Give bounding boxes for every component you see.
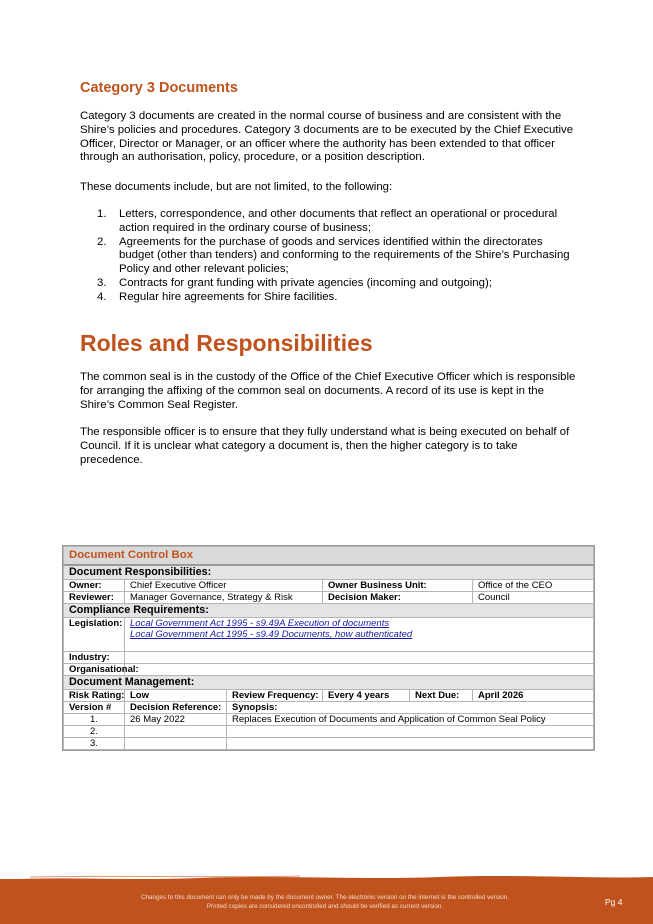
category-3-paragraph: Category 3 documents are created in the normal course of business and are consistent with the Shire’s policies and procedures. Category 3 documents are to be executed by the Chief Executive Officer, Director or Manager, or an officer where the authority has been extended to that officer through an authorisation, policy, procedure, or a position description. <box>80 110 574 164</box>
owner-label: Owner: <box>64 580 125 592</box>
version-row: 2. <box>64 726 594 738</box>
owner-unit-label: Owner Business Unit: <box>323 580 473 592</box>
control-box-title: Document Control Box <box>64 547 594 566</box>
category-3-document-list <box>80 208 580 305</box>
decision-reference-header: Decision Reference: <box>125 702 227 714</box>
management-heading: Document Management: <box>64 676 594 690</box>
list-item: 3. Contracts for grant funding with private agencies (incoming and outgoing); <box>97 276 492 289</box>
risk-rating-value: Low <box>125 690 227 702</box>
synopsis-header: Synopsis: <box>227 702 594 714</box>
industry-label: Industry: <box>64 652 125 664</box>
legislation-label: Legislation: <box>64 618 125 652</box>
footer-notice-line-2: Printed copies are considered uncontrolled and should be verified as current version. <box>206 903 444 910</box>
compliance-heading: Compliance Requirements: <box>64 604 594 618</box>
list-item: 2. Agreements for the purchase of goods and services identified within the directorates budget (other than tenders) and conforming to the requirements of the Shire’s Purchasing Policy and other relevant policies; <box>97 235 570 276</box>
owner-value: Chief Executive Officer <box>125 580 323 592</box>
owner-unit-value: Office of the CEO <box>473 580 594 592</box>
responsibilities-heading: Document Responsibilities: <box>64 565 594 580</box>
version-row: 1. 26 May 2022 Replaces Execution of Documents and Application of Common Seal Policy <box>64 714 594 726</box>
legislation-links <box>125 618 594 652</box>
document-control-box <box>62 545 595 751</box>
review-frequency-value: Every 4 years <box>323 690 410 702</box>
reviewer-value: Manager Governance, Strategy & Risk <box>125 592 323 604</box>
organisational-value <box>125 664 594 676</box>
next-due-label: Next Due: <box>410 690 473 702</box>
legislation-link-s9-49[interactable]: Local Government Act 1995 - s9.49 Documents, how authenticated <box>130 629 413 640</box>
decision-maker-label: Decision Maker: <box>323 592 473 604</box>
review-frequency-label: Review Frequency: <box>227 690 323 702</box>
roles-heading: Roles and Responsibilities <box>80 330 373 356</box>
roles-paragraph-1: The common seal is in the custody of the Office of the Chief Executive Officer which is responsible for arranging the affixing of the common seal on documents. A record of its use is kept in the Shire’s Common Seal Register. <box>80 371 576 411</box>
list-item: 4. Regular hire agreements for Shire facilities. <box>97 290 338 303</box>
organisational-label: Organisational: <box>64 664 125 676</box>
list-item: 1. Letters, correspondence, and other documents that reflect an operational or procedural action required in the ordinary course of business; <box>97 208 558 234</box>
section-heading-category-3: Category 3 Documents <box>80 80 238 96</box>
version-row: 3. <box>64 738 594 750</box>
footer-notice <box>60 893 590 911</box>
documents-include-paragraph: These documents include, but are not limited, to the following: <box>80 181 393 193</box>
decision-maker-value: Council <box>473 592 594 604</box>
footer-notice-line-1: Changes to this document can only be made by the document owner. The electronic version on the internet is the controlled version. <box>140 894 510 901</box>
risk-rating-label: Risk Rating: <box>64 690 125 702</box>
legislation-link-s9-49a[interactable]: Local Government Act 1995 - s9.49A Execution of documents <box>130 618 390 629</box>
page-number: Pg 4 <box>605 897 623 907</box>
next-due-value: April 2026 <box>473 690 594 702</box>
version-header: Version # <box>64 702 125 714</box>
roles-paragraph-2: The responsible officer is to ensure that they fully understand what is being executed on behalf of Council. If it is unclear what category a document is, then the higher category is to take precedence. <box>80 426 570 466</box>
reviewer-label: Reviewer: <box>64 592 125 604</box>
industry-value <box>125 652 594 664</box>
